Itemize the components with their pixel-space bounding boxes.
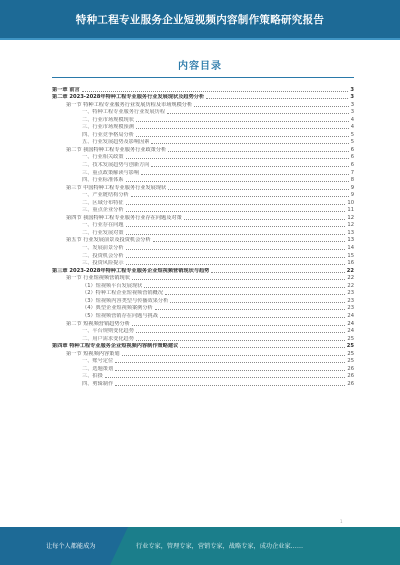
toc-entry-page: 6 [350,154,354,161]
toc-entry-page: 22 [347,282,354,289]
toc-leader-dots [115,361,345,363]
toc-entry-page: 23 [347,290,354,297]
footer-slogan-left: 让每个人都能成为 [46,543,96,550]
toc-entry[interactable] [52,161,354,169]
toc-leader-dots [153,240,346,242]
toc-entry-label: 第二节 我国特种工程专业服务行业政策分析 [66,146,167,153]
toc-entry[interactable] [52,290,354,298]
toc-entry-page: 24 [347,312,354,319]
toc-entry-page: 14 [347,245,354,252]
toc-entry-label: 第三节 中国特种工程专业服务行业发展现状 [66,184,167,191]
document-header [0,0,400,38]
toc-entry-page: 23 [347,297,354,304]
toc-entry-label: 第一节 特种工程专业服务行业发展历程及市场规模分析 [66,101,193,108]
toc-leader-dots [131,195,349,197]
toc-entry[interactable] [52,229,354,237]
toc-entry[interactable] [52,199,354,207]
toc-entry[interactable] [52,320,354,328]
toc-entry-label: 二、用户需求变化趋势 [82,335,134,342]
toc-entry-label: 二、选题策划 [82,365,114,372]
toc-entry-label: 一、行业存在问题 [82,222,124,229]
toc-leader-dots [170,301,345,303]
toc-entry-page: 12 [347,214,354,221]
toc-entry-page: 9 [350,192,354,199]
toc-entry-page: 11 [347,207,354,214]
toc-entry-label: 第一章 前言 [52,86,80,93]
toc-leader-dots [136,135,349,137]
table-of-contents [52,86,354,388]
toc-entry[interactable] [52,244,354,252]
page-number: 1 [340,519,343,524]
toc-leader-dots [126,203,346,205]
toc-entry-label: 第五节 行业发展前景及投资机会分析 [66,237,151,244]
toc-entry-label: 第四节 我国特种工程专业服务行业存在问题及对策 [66,214,182,221]
toc-entry[interactable] [52,358,354,366]
toc-entry-page: 4 [350,116,354,123]
toc-leader-dots [126,263,346,265]
toc-entry-page: 25 [347,350,354,357]
toc-entry[interactable] [52,343,354,351]
toc-leader-dots [165,293,345,295]
toc-entry-page: 13 [347,229,354,236]
toc-title: 内容目录 [178,61,222,72]
toc-entry-page: 22 [346,267,354,274]
toc-leader-dots [136,120,349,122]
toc-leader-dots [160,316,345,318]
toc-entry-page: 3 [350,101,354,108]
toc-entry[interactable] [52,380,354,388]
toc-entry-page: 24 [347,328,354,335]
toc-leader-dots [132,324,345,326]
toc-leader-dots [126,210,346,212]
toc-entry[interactable] [52,177,354,185]
toc-entry-label: 第一节 行业短视频营销现状 [66,275,130,282]
toc-entry-label: 二、技术发展趋势与创新方向 [82,162,150,169]
toc-leader-dots [126,256,346,258]
toc-entry-label: （4）典型企业短视频案例分析 [82,305,153,312]
toc-entry-label: 第三章 2023-2028年特种工程专业服务企业短视频营销现状与趋势 [52,267,210,274]
document-title: 特种工程专业服务企业短视频内容制作策略研究报告 [75,13,325,26]
toc-entry-label: 三、投资风险提示 [82,260,124,267]
toc-entry[interactable] [52,169,354,177]
toc-entry-page: 25 [347,335,354,342]
toc-leader-dots [122,354,346,356]
toc-entry-label: （5）短视频营销存在问题与挑战 [82,312,158,319]
toc-entry[interactable] [52,297,354,305]
toc-leader-dots [211,271,344,273]
toc-leader-dots [126,248,346,250]
toc-entry-page: 26 [347,373,354,380]
toc-entry[interactable] [52,365,354,373]
toc-entry-label: 一、平台规则变化趋势 [82,328,134,335]
toc-entry[interactable] [52,222,354,230]
toc-entry-label: 一、产业链结构分析 [82,192,129,199]
toc-entry-label: （3）短视频内容类型与传播效果分析 [82,297,169,304]
toc-entry-label: （2）特种工程企业短视频营销概况 [82,290,164,297]
toc-leader-dots [206,97,348,99]
toc-entry-label: 五、行业发展趋势及影响因素 [82,139,150,146]
toc-entry-label: 一、行业相关政策 [82,154,124,161]
toc-entry[interactable] [52,86,354,94]
toc-entry[interactable] [52,312,354,320]
toc-entry-page: 5 [350,131,354,138]
toc-entry-page: 9 [350,184,354,191]
toc-entry-page: 10 [347,199,354,206]
toc-entry-page: 24 [347,320,354,327]
toc-entry[interactable] [52,252,354,260]
toc-entry[interactable] [52,94,354,102]
toc-entry-page: 15 [347,252,354,259]
toc-leader-dots [126,157,349,159]
toc-leader-dots [115,369,345,371]
toc-entry-label: 二、行业发展对策 [82,229,124,236]
toc-entry-page: 22 [347,275,354,282]
toc-entry-label: 一、账号定位 [82,358,114,365]
toc-leader-dots [168,150,348,152]
toc-entry[interactable] [52,275,354,283]
toc-entry[interactable] [52,101,354,109]
toc-entry-page: 7 [350,169,354,176]
toc-entry-page: 3 [350,109,354,116]
toc-entry[interactable] [52,109,354,117]
toc-entry-label: 三、重点企业分析 [82,207,124,214]
toc-entry[interactable] [52,373,354,381]
toc-entry-label: 三、拍摄 [82,373,103,380]
toc-leader-dots [168,188,348,190]
toc-entry-page: 3 [350,86,354,93]
toc-leader-dots [126,233,346,235]
toc-entry-label: 一、特种工程专业服务行业发展历程 [82,109,166,116]
toc-leader-dots [151,142,348,144]
toc-entry-page: 4 [350,124,354,131]
toc-entry[interactable] [52,350,354,358]
toc-entry[interactable] [52,260,354,268]
toc-entry[interactable] [52,207,354,215]
document-footer [0,527,400,565]
toc-entry[interactable] [52,124,354,132]
toc-entry-label: （1）短视频平台发展现状 [82,282,143,289]
toc-leader-dots [194,105,349,107]
toc-entry[interactable] [52,305,354,313]
toc-entry-page: 6 [350,146,354,153]
toc-entry-page: 26 [347,365,354,372]
toc-entry-label: 四、剪辑制作 [82,380,114,387]
toc-leader-dots [136,331,346,333]
toc-entry[interactable] [52,335,354,343]
toc-entry[interactable] [52,139,354,147]
toc-title-rule [52,77,354,78]
toc-leader-dots [82,90,349,92]
toc-leader-dots [136,339,346,341]
toc-entry[interactable] [52,154,354,162]
toc-entry[interactable] [52,214,354,222]
toc-entry[interactable] [52,131,354,139]
toc-entry[interactable] [52,146,354,154]
toc-entry-label: 四、行业标准体系 [82,177,124,184]
toc-entry[interactable] [52,192,354,200]
toc-entry-label: 二、区域分布特征 [82,199,124,206]
toc-leader-dots [126,180,349,182]
toc-entry[interactable] [52,184,354,192]
toc-entry-page: 25 [347,358,354,365]
toc-leader-dots [184,218,346,220]
toc-leader-dots [144,286,345,288]
toc-entry-page: 23 [347,305,354,312]
toc-entry-label: 一、发展前景分析 [82,245,124,252]
toc-leader-dots [105,376,346,378]
toc-entry-page: 5 [350,139,354,146]
toc-entry-page: 26 [347,380,354,387]
toc-leader-dots [126,225,346,227]
toc-leader-dots [180,346,344,348]
toc-entry-label: 三、重点政策解读与影响 [82,169,140,176]
header-accent-line [0,38,400,40]
toc-leader-dots [155,308,346,310]
toc-leader-dots [151,165,348,167]
toc-entry[interactable] [52,328,354,336]
toc-entry-page: 12 [347,222,354,229]
toc-leader-dots [141,173,349,175]
toc-entry[interactable] [52,282,354,290]
toc-leader-dots [132,278,345,280]
toc-entry-page: 3 [350,94,354,101]
toc-entry[interactable] [52,116,354,124]
toc-entry-page: 13 [347,237,354,244]
toc-entry[interactable] [52,267,354,275]
toc-entry[interactable] [52,237,354,245]
toc-leader-dots [167,112,349,114]
footer-slogan-right: 行业专家，管理专家，营销专家，战略专家，成功企业家…… [136,543,304,550]
toc-entry-label: 二、行业市场规模现状 [82,116,134,123]
toc-entry-label: 第一节 短视频内容策划 [66,350,120,357]
toc-entry-label: 二、投资机会分析 [82,252,124,259]
toc-entry-label: 四、行业竞争格局分析 [82,131,134,138]
toc-entry-label: 第四章 特种工程专业服务企业短视频内容制作策略建议 [52,343,179,350]
toc-entry-page: 16 [347,260,354,267]
toc-entry-label: 第二章 2023-2028年特种工程专业服务行业发展现状及趋势分析 [52,94,205,101]
toc-leader-dots [115,384,345,386]
toc-entry-label: 三、行业市场规模预测 [82,124,134,131]
toc-entry-label: 第二节 短视频营销趋势分析 [66,320,130,327]
toc-entry-page: 6 [350,162,354,169]
toc-leader-dots [136,127,349,129]
toc-entry-page: 8 [350,177,354,184]
toc-entry-page: 25 [346,343,354,350]
